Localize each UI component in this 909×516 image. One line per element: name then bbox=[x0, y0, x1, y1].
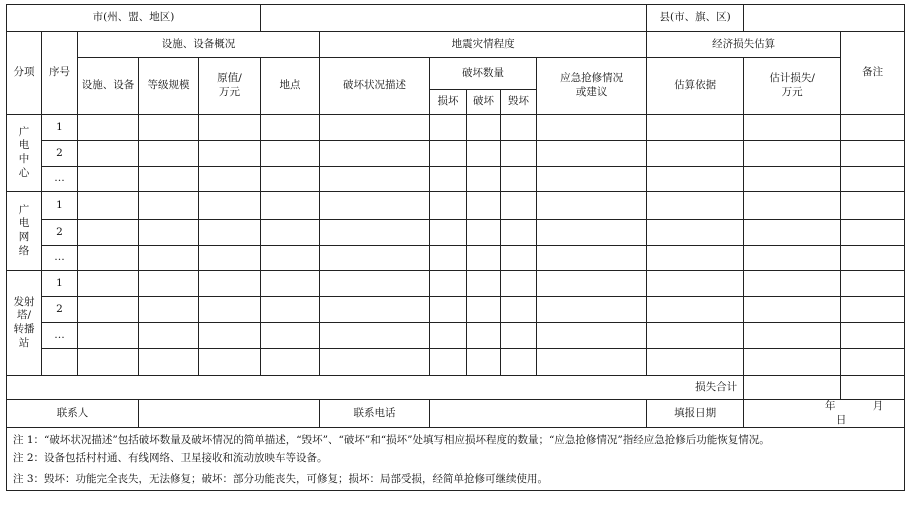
header-damage-desc: 破坏状况描述 bbox=[320, 58, 430, 115]
category-line: 发射 bbox=[13, 295, 35, 308]
entry-cell[interactable] bbox=[139, 115, 199, 141]
entry-cell[interactable] bbox=[139, 297, 199, 323]
entry-cell[interactable] bbox=[199, 349, 261, 376]
entry-cell[interactable] bbox=[537, 246, 647, 271]
row-index: 1 bbox=[42, 192, 78, 220]
entry-cell[interactable] bbox=[199, 192, 261, 220]
row-index: … bbox=[42, 323, 78, 349]
header-facilities-group: 设施、设备概况 bbox=[78, 32, 320, 58]
row-index bbox=[42, 349, 78, 376]
entry-cell[interactable] bbox=[320, 141, 430, 167]
entry-cell[interactable] bbox=[199, 115, 261, 141]
entry-cell[interactable] bbox=[467, 115, 501, 141]
category-line: 电 bbox=[18, 139, 30, 152]
entry-cell[interactable] bbox=[139, 220, 199, 246]
entry-cell[interactable] bbox=[744, 323, 841, 349]
entry-cell[interactable] bbox=[78, 141, 139, 167]
entry-cell[interactable] bbox=[647, 115, 744, 141]
entry-cell[interactable] bbox=[467, 349, 501, 376]
entry-cell[interactable] bbox=[744, 115, 841, 141]
entry-cell[interactable] bbox=[320, 271, 430, 297]
category-line: 电 bbox=[18, 217, 30, 230]
entry-cell[interactable] bbox=[199, 141, 261, 167]
category-label bbox=[7, 192, 42, 271]
entry-cell[interactable] bbox=[199, 246, 261, 271]
entry-cell[interactable] bbox=[537, 115, 647, 141]
original-value-line1: 原值/ bbox=[217, 72, 242, 85]
category-label bbox=[7, 115, 42, 192]
entry-cell[interactable] bbox=[841, 167, 905, 192]
data-row bbox=[7, 323, 905, 349]
entry-cell[interactable] bbox=[261, 167, 320, 192]
entry-cell[interactable] bbox=[261, 246, 320, 271]
entry-cell[interactable] bbox=[78, 323, 139, 349]
entry-cell[interactable] bbox=[841, 115, 905, 141]
entry-cell[interactable] bbox=[744, 349, 841, 376]
entry-cell[interactable] bbox=[199, 297, 261, 323]
entry-cell[interactable] bbox=[537, 323, 647, 349]
total-label: 损失合计 bbox=[7, 376, 744, 400]
entry-cell[interactable] bbox=[430, 167, 467, 192]
row-index: 1 bbox=[42, 115, 78, 141]
entry-cell[interactable] bbox=[841, 271, 905, 297]
entry-cell[interactable] bbox=[537, 192, 647, 220]
entry-cell[interactable] bbox=[841, 349, 905, 376]
entry-cell[interactable] bbox=[744, 192, 841, 220]
date-month: 月 bbox=[872, 400, 884, 412]
data-row bbox=[7, 167, 905, 192]
entry-cell[interactable] bbox=[647, 167, 744, 192]
note-1: 注 1：“破坏状况描述”包括破坏数量及破坏情况的简单描述，“毁坏”、“破坏”和“损坏”处填写相应损坏程度的数量；“应急抢修情况”指经应急抢修后功能恢复情况。 bbox=[7, 428, 905, 450]
category-line: 中 bbox=[18, 153, 30, 165]
entry-cell[interactable] bbox=[430, 115, 467, 141]
entry-cell[interactable] bbox=[841, 192, 905, 220]
entry-cell[interactable] bbox=[261, 192, 320, 220]
entry-cell[interactable] bbox=[467, 271, 501, 297]
entry-cell[interactable] bbox=[320, 297, 430, 323]
entry-cell[interactable] bbox=[841, 297, 905, 323]
entry-cell[interactable] bbox=[78, 220, 139, 246]
entry-cell[interactable] bbox=[78, 349, 139, 376]
notes-section bbox=[7, 428, 905, 491]
entry-cell[interactable] bbox=[78, 192, 139, 220]
entry-cell[interactable] bbox=[320, 115, 430, 141]
entry-cell[interactable] bbox=[199, 220, 261, 246]
entry-cell[interactable] bbox=[261, 323, 320, 349]
entry-cell[interactable] bbox=[744, 246, 841, 271]
entry-cell[interactable] bbox=[139, 271, 199, 297]
entry-cell[interactable] bbox=[199, 271, 261, 297]
header-fenxiang: 分项 bbox=[7, 32, 42, 115]
entry-cell[interactable] bbox=[430, 141, 467, 167]
entry-cell[interactable] bbox=[744, 141, 841, 167]
entry-cell[interactable] bbox=[139, 246, 199, 271]
header-beizhu: 备注 bbox=[841, 32, 905, 115]
region-row bbox=[7, 5, 905, 32]
entry-cell[interactable] bbox=[430, 323, 467, 349]
entry-cell[interactable] bbox=[139, 192, 199, 220]
header-sunhuai: 损坏 bbox=[430, 90, 467, 115]
row-index: … bbox=[42, 246, 78, 271]
entry-cell[interactable] bbox=[537, 167, 647, 192]
entry-cell[interactable] bbox=[78, 246, 139, 271]
entry-cell[interactable] bbox=[430, 192, 467, 220]
date-label: 填报日期 bbox=[647, 400, 744, 428]
entry-cell[interactable] bbox=[320, 246, 430, 271]
entry-cell[interactable] bbox=[501, 167, 537, 192]
entry-cell[interactable] bbox=[537, 349, 647, 376]
category-line: 网 bbox=[18, 231, 30, 243]
header-emergency bbox=[537, 58, 647, 115]
entry-cell[interactable] bbox=[78, 297, 139, 323]
entry-cell[interactable] bbox=[261, 297, 320, 323]
phone-label: 联系电话 bbox=[320, 400, 430, 428]
row-index: … bbox=[42, 167, 78, 192]
entry-cell[interactable] bbox=[430, 271, 467, 297]
entry-cell[interactable] bbox=[744, 167, 841, 192]
emergency-line1: 应急抢修情况 bbox=[560, 72, 624, 85]
header-huihuai: 毁坏 bbox=[501, 90, 537, 115]
header-pohuai: 破坏 bbox=[467, 90, 501, 115]
row-index: 2 bbox=[42, 141, 78, 167]
entry-cell[interactable] bbox=[139, 167, 199, 192]
header-damage-group: 地震灾情程度 bbox=[320, 32, 647, 58]
entry-cell[interactable] bbox=[841, 323, 905, 349]
original-value-line2: 万元 bbox=[219, 86, 241, 98]
total-value[interactable] bbox=[744, 376, 841, 400]
estimate-line2: 万元 bbox=[781, 86, 803, 98]
entry-cell[interactable] bbox=[647, 246, 744, 271]
entry-cell[interactable] bbox=[647, 297, 744, 323]
entry-cell[interactable] bbox=[320, 323, 430, 349]
entry-cell[interactable] bbox=[501, 297, 537, 323]
category-line: 广 bbox=[18, 203, 30, 216]
header-original-value bbox=[199, 58, 261, 115]
entry-cell[interactable] bbox=[501, 220, 537, 246]
total-note[interactable] bbox=[841, 376, 905, 400]
data-row bbox=[7, 141, 905, 167]
entry-cell[interactable] bbox=[320, 349, 430, 376]
entry-cell[interactable] bbox=[537, 220, 647, 246]
category-line: 塔/ bbox=[16, 309, 32, 322]
entry-cell[interactable] bbox=[501, 141, 537, 167]
entry-cell[interactable] bbox=[647, 349, 744, 376]
emergency-line2: 或建议 bbox=[575, 86, 608, 98]
entry-cell[interactable] bbox=[261, 271, 320, 297]
header-grade: 等级规模 bbox=[139, 58, 199, 115]
entry-cell[interactable] bbox=[467, 323, 501, 349]
entry-cell[interactable] bbox=[261, 349, 320, 376]
entry-cell[interactable] bbox=[261, 220, 320, 246]
contact-label: 联系人 bbox=[7, 400, 139, 428]
entry-cell[interactable] bbox=[320, 220, 430, 246]
header-location: 地点 bbox=[261, 58, 320, 115]
category-line: 心 bbox=[18, 166, 30, 179]
data-row bbox=[7, 220, 905, 246]
entry-cell[interactable] bbox=[744, 271, 841, 297]
category-line: 转播 bbox=[13, 323, 35, 335]
entry-cell[interactable] bbox=[537, 271, 647, 297]
header-damage-count: 破坏数量 bbox=[430, 58, 537, 90]
entry-cell[interactable] bbox=[647, 192, 744, 220]
entry-cell[interactable] bbox=[744, 220, 841, 246]
entry-cell[interactable] bbox=[467, 246, 501, 271]
county-label: 县(市、旗、区) bbox=[647, 5, 744, 32]
entry-cell[interactable] bbox=[537, 297, 647, 323]
entry-cell[interactable] bbox=[467, 141, 501, 167]
entry-cell[interactable] bbox=[501, 246, 537, 271]
entry-cell[interactable] bbox=[320, 192, 430, 220]
row-index: 2 bbox=[42, 220, 78, 246]
entry-cell[interactable] bbox=[841, 141, 905, 167]
entry-cell[interactable] bbox=[199, 323, 261, 349]
data-row bbox=[7, 349, 905, 376]
entry-cell[interactable] bbox=[467, 220, 501, 246]
entry-cell[interactable] bbox=[647, 271, 744, 297]
phone-field[interactable] bbox=[430, 400, 647, 428]
note-2: 注 2：设备包括村村通、有线网络、卫星接收和流动放映车等设备。 bbox=[7, 450, 905, 469]
entry-cell[interactable] bbox=[261, 141, 320, 167]
entry-cell[interactable] bbox=[841, 246, 905, 271]
entry-cell[interactable] bbox=[261, 115, 320, 141]
city-field[interactable] bbox=[261, 5, 647, 32]
data-row bbox=[7, 192, 905, 220]
entry-cell[interactable] bbox=[139, 323, 199, 349]
category-line: 广 bbox=[18, 125, 30, 138]
header-estimate bbox=[744, 58, 841, 115]
entry-cell[interactable] bbox=[841, 220, 905, 246]
entry-cell[interactable] bbox=[467, 297, 501, 323]
header-row-2 bbox=[7, 58, 905, 90]
entry-cell[interactable] bbox=[78, 271, 139, 297]
damage-report-table bbox=[6, 4, 905, 491]
entry-cell[interactable] bbox=[501, 271, 537, 297]
header-xuhao: 序号 bbox=[42, 32, 78, 115]
city-label: 市(州、盟、地区) bbox=[7, 5, 261, 32]
row-index: 1 bbox=[42, 271, 78, 297]
entry-cell[interactable] bbox=[467, 167, 501, 192]
data-row bbox=[7, 271, 905, 297]
entry-cell[interactable] bbox=[430, 220, 467, 246]
entry-cell[interactable] bbox=[647, 141, 744, 167]
date-field[interactable] bbox=[744, 400, 905, 428]
row-index: 2 bbox=[42, 297, 78, 323]
county-field[interactable] bbox=[744, 5, 905, 32]
entry-cell[interactable] bbox=[78, 115, 139, 141]
entry-cell[interactable] bbox=[501, 192, 537, 220]
total-row bbox=[7, 376, 905, 400]
category-line: 络 bbox=[18, 244, 30, 257]
entry-cell[interactable] bbox=[501, 323, 537, 349]
entry-cell[interactable] bbox=[647, 323, 744, 349]
header-row-1 bbox=[7, 32, 905, 58]
entry-cell[interactable] bbox=[78, 167, 139, 192]
footer-row bbox=[7, 400, 905, 428]
category-line: 站 bbox=[18, 336, 30, 349]
entry-cell[interactable] bbox=[139, 349, 199, 376]
date-day: 日 bbox=[835, 413, 847, 426]
entry-cell[interactable] bbox=[430, 246, 467, 271]
entry-cell[interactable] bbox=[537, 141, 647, 167]
estimate-line1: 估计损失/ bbox=[769, 72, 815, 85]
entry-cell[interactable] bbox=[467, 192, 501, 220]
entry-cell[interactable] bbox=[647, 220, 744, 246]
entry-cell[interactable] bbox=[744, 297, 841, 323]
entry-cell[interactable] bbox=[430, 297, 467, 323]
entry-cell[interactable] bbox=[320, 167, 430, 192]
data-row bbox=[7, 297, 905, 323]
category-label bbox=[7, 271, 42, 376]
entry-cell[interactable] bbox=[199, 167, 261, 192]
data-row bbox=[7, 115, 905, 141]
header-basis: 估算依据 bbox=[647, 58, 744, 115]
entry-cell[interactable] bbox=[501, 349, 537, 376]
entry-cell[interactable] bbox=[430, 349, 467, 376]
data-row bbox=[7, 246, 905, 271]
header-facility: 设施、设备 bbox=[78, 58, 139, 115]
header-economic-group: 经济损失估算 bbox=[647, 32, 841, 58]
contact-field[interactable] bbox=[139, 400, 320, 428]
date-year: 年 bbox=[824, 400, 836, 412]
report-sheet bbox=[6, 4, 905, 491]
note-3: 注 3：毁坏：功能完全丧失，无法修复；破坏：部分功能丧失，可修复；损坏：局部受损，经简单抢修可继续使用。 bbox=[7, 469, 905, 491]
entry-cell[interactable] bbox=[139, 141, 199, 167]
entry-cell[interactable] bbox=[501, 115, 537, 141]
